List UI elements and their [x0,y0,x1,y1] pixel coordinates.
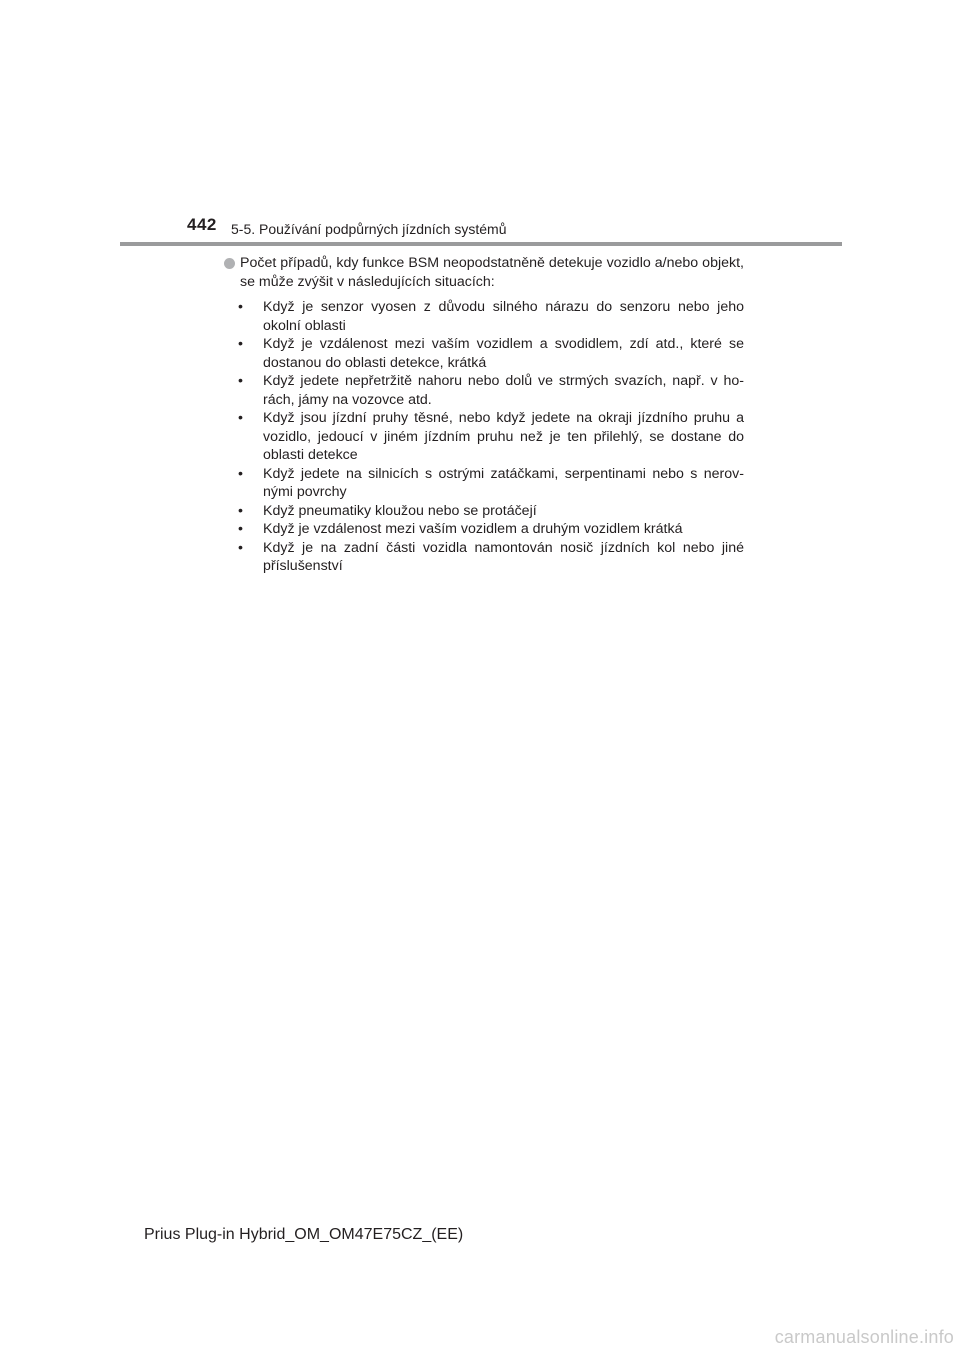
list-item [238,335,744,372]
bullet-icon: • [238,502,243,519]
list-item [238,539,744,576]
page-number: 442 [187,215,217,234]
list-item [238,502,744,521]
circle-bullet-icon [224,258,235,269]
situation-list [224,298,744,576]
bullet-icon: • [238,539,243,556]
list-item-text: Když jedete na silnicích s ostrými zatáčkami, serpentinami nebo s nerovnými povrchy [263,465,744,500]
lead-paragraph [224,254,744,291]
list-item [238,409,744,465]
bullet-icon: • [238,299,243,315]
list-item-text: Když je senzor vyosen z důvodu silného nárazu do senzoru nebo jeho okolní oblasti [263,299,744,334]
list-item-text: Když jedete nepřetržitě nahoru nebo dolů ve strmých svazích, např. v horách, jámy na vozovce atd. [263,373,744,408]
list-item [238,520,744,539]
content [224,254,744,576]
section-title: 5-5. Používání podpůrných jízdních systémů [231,221,507,237]
list-item [238,465,744,502]
list-item [238,372,744,409]
footer-document-id: Prius Plug-in Hybrid_OM_OM47E75CZ_(EE) [144,1226,464,1243]
list-item-text: Když je vzdálenost mezi vaším vozidlem a svodidlem, zdí atd., které se dostanou do oblasti detekce, krátká [263,336,744,371]
bullet-icon: • [238,465,243,482]
list-item [238,298,744,335]
list-item-text: Když jsou jízdní pruhy těsné, nebo když jedete na okraji jízdního pruhu a vozidlo, jedoucí v jiném jízdním pruhu než je ten přilehlý, se dostane do oblasti detekce [263,410,744,463]
bullet-icon: • [238,410,243,426]
bullet-icon: • [238,373,243,389]
lead-text: Počet případů, kdy funkce BSM neopodstatněně detekuje vozidlo a/nebo objekt, se může zvýšit v následujících situacích: [240,255,744,290]
list-item-text: Když je na zadní části vozidla namontován nosič jízdních kol nebo jiné příslušenství [263,539,744,574]
watermark: carmanualsonline.info [774,1327,954,1347]
header-rule [120,242,842,246]
list-item-text: Když pneumatiky kloužou nebo se protáčejí [263,502,537,519]
bullet-icon: • [238,336,243,352]
bullet-icon: • [238,521,243,537]
list-item-text: Když je vzdálenost mezi vaším vozidlem a druhým vozidlem krátká [263,521,683,537]
